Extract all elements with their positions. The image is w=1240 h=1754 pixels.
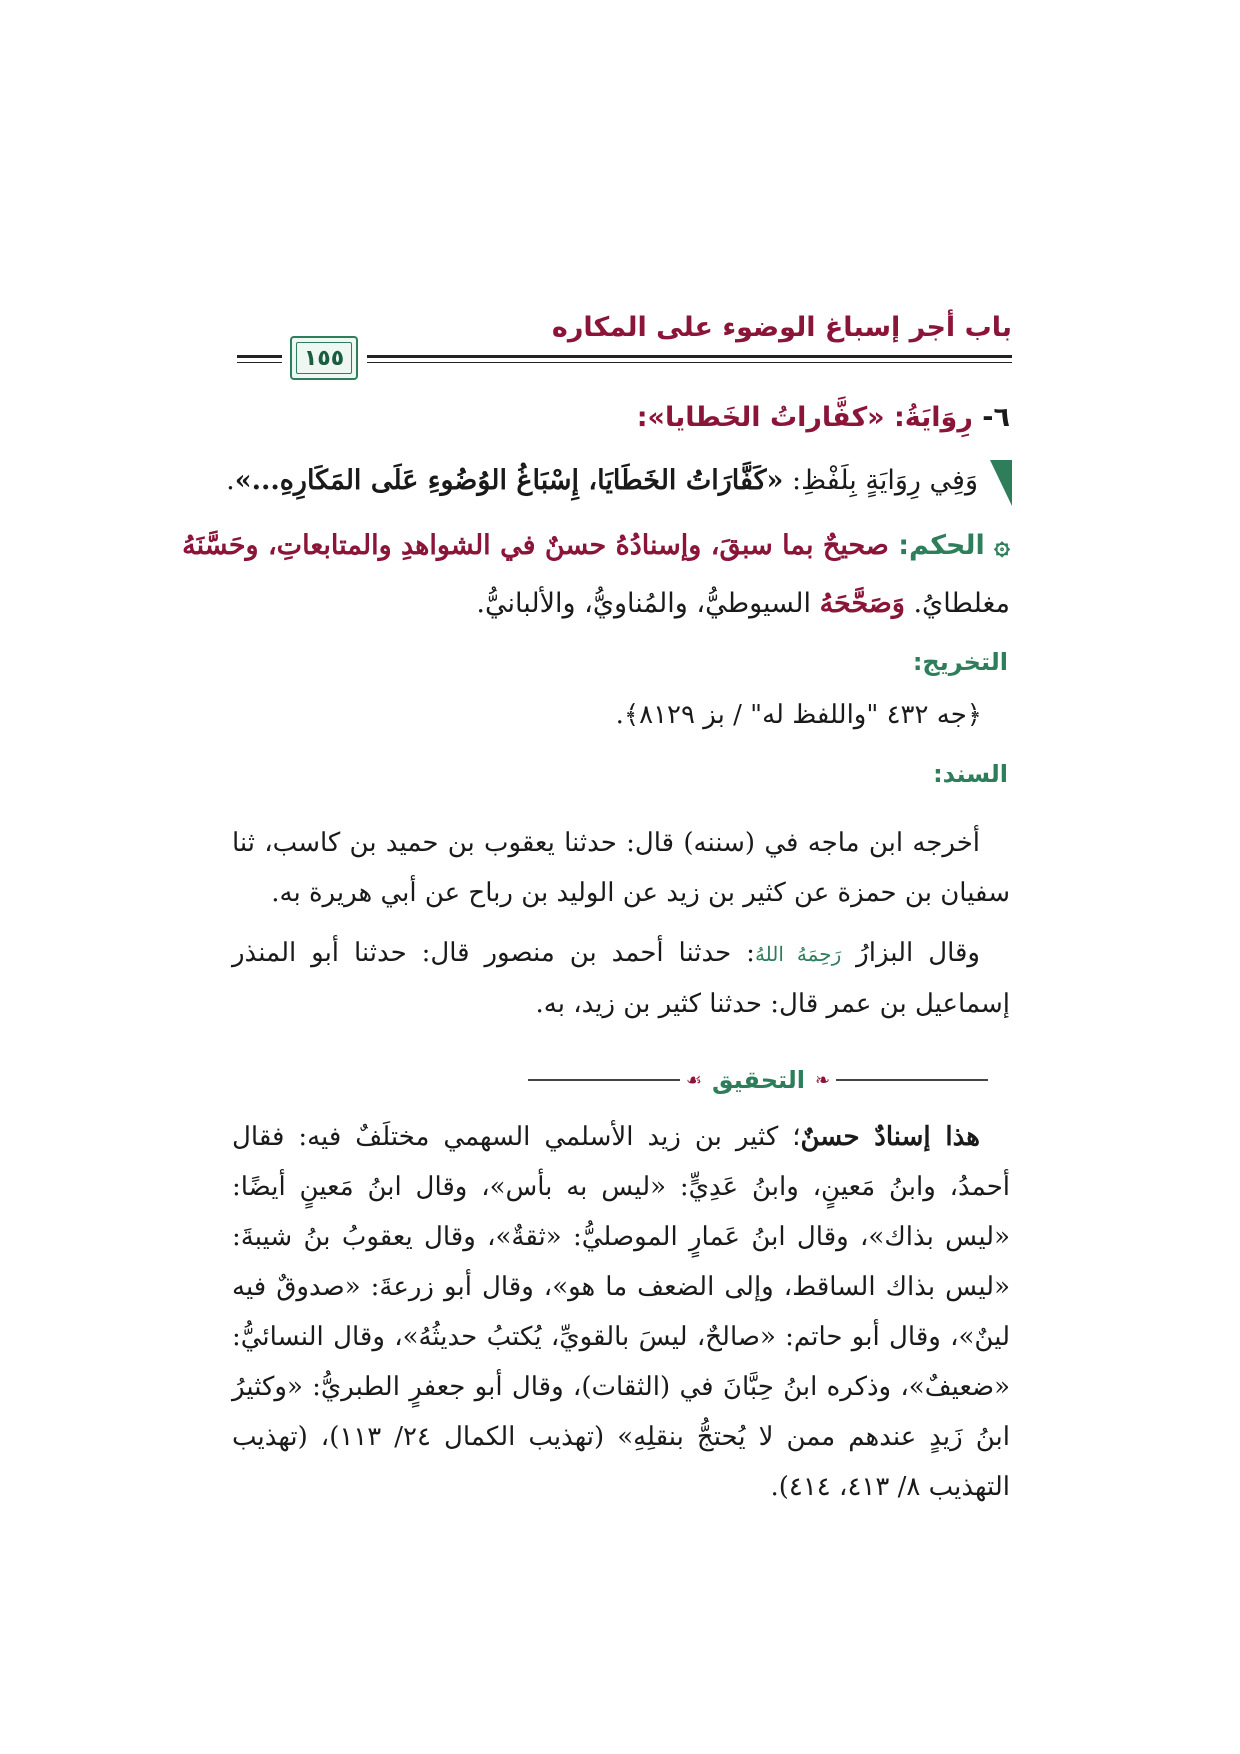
header-rule-thin (367, 362, 1012, 363)
header-rule-left-thin (237, 362, 282, 363)
rosette-icon: ۞ (994, 530, 1010, 561)
header-rule-left-thick (237, 355, 282, 358)
header-rule-thick (367, 355, 1012, 358)
section-heading (637, 402, 1010, 433)
tahqiq-text: ؛ كثير بن زيد الأسلمي السهمي مختلَفٌ فيه: فقال أحمدُ، وابنُ مَعينٍ، وابنُ عَدِيٍّ: «ليس به بأس»، وقال ابنُ مَعينٍ أيضًا: «ليس بذاك»، وقال ابنُ عَمارٍ الموصليُّ: «ثقةٌ»، وقال يعقوبُ بنُ شيبةَ: «ليس بذاك الساقط، وإلى الضعف ما هو»، وقال أبو زرعةَ: «صدوقٌ فيه لينٌ»، وقال أبو حاتم: «صالحٌ، ليسَ بالقويِّ، يُكتبُ حديثُهُ»، وقال النسائيُّ: «ضعيفٌ»، وذكره ابنُ حِبَّانَ في (الثقات)، وقال أبو جعفرٍ الطبريُّ: «وكثيرُ ابنُ زَيدٍ عندهم ممن لا يُحتجُّ بنقلِهِ» (تهذيب الكمال ٢٤/ ١١٣)، (تهذيب التهذيب ٨/ ٤١٣، ٤١٤). (232, 1122, 1010, 1502)
section-number: ٦- (982, 402, 1010, 433)
sanad-heading: السند: (933, 760, 1008, 788)
running-title: باب أجر إسباغ الوضوء على المكاره (551, 312, 1012, 343)
divider-line-right (836, 1079, 988, 1081)
tahqiq-paragraph (232, 1112, 1010, 1512)
sanad-para2-a: وقال البزارُ (841, 938, 980, 968)
honorific-glyph: رَحِمَهُ اللهُ (754, 942, 842, 966)
hukm-line-2 (476, 588, 1010, 619)
divider-ornament-icon-2: ☙ (685, 1069, 702, 1091)
takhrij-heading: التخريج: (912, 648, 1008, 676)
hukm-label: الحكم: (898, 530, 985, 561)
sanad-paragraph-1: أخرجه ابن ماجه في (سننه) قال: حدثنا يعقوب بن حميد بن كاسب، ثنا سفيان بن حمزة عن كثير بن زيد عن الوليد بن رباح عن أبي هريرة به. (232, 828, 1010, 908)
hukm-line2-red: وَصَحَّحَهُ (819, 588, 905, 619)
variant-end: . (226, 465, 235, 496)
corner-ornament-icon (990, 460, 1012, 506)
variant-intro: وَفِي رِوَايَةٍ بِلَفْظِ: (783, 465, 978, 496)
sanad-para2-b: : حدثنا أحمد بن منصور قال: حدثنا أبو المنذر إسماعيل بن عمر قال: حدثنا كثير بن زيد، به. (232, 938, 1010, 1019)
tahqiq-lead: هذا إسنادٌ حسنٌ (800, 1122, 980, 1152)
tahqiq-divider (528, 1060, 988, 1100)
page-number: ١٥٥ (296, 342, 352, 374)
variant-quote: «كَفَّارَاتُ الخَطَايَا، إِسْبَاغُ الوُضُوءِ عَلَى المَكَارِهِ...» (234, 465, 784, 496)
hukm-line2-b: السيوطيُّ، والمُناويُّ، والألبانيُّ. (476, 588, 820, 619)
hukm-line (182, 530, 1010, 561)
page-number-badge (290, 336, 358, 380)
tahqiq-heading: التحقيق (712, 1066, 806, 1094)
hukm-text: صحيحٌ بما سبقَ، وإسنادُهُ حسنٌ في الشواهدِ والمتابعاتِ، وحَسَّنَهُ (182, 530, 889, 561)
hukm-line2-a: مغلطايُ. (904, 588, 1010, 619)
takhrij-line: ﴿جه ٤٣٢ "واللفظ له" / بز ٨١٢٩﴾. (615, 700, 982, 730)
divider-ornament-icon: ❧ (815, 1069, 831, 1091)
variant-line (226, 465, 978, 496)
sanad-paragraph-2 (232, 928, 1010, 1029)
divider-line-left (528, 1079, 680, 1081)
section-title: رِوَايَةُ: «كفَّاراتُ الخَطايا»: (636, 402, 973, 433)
